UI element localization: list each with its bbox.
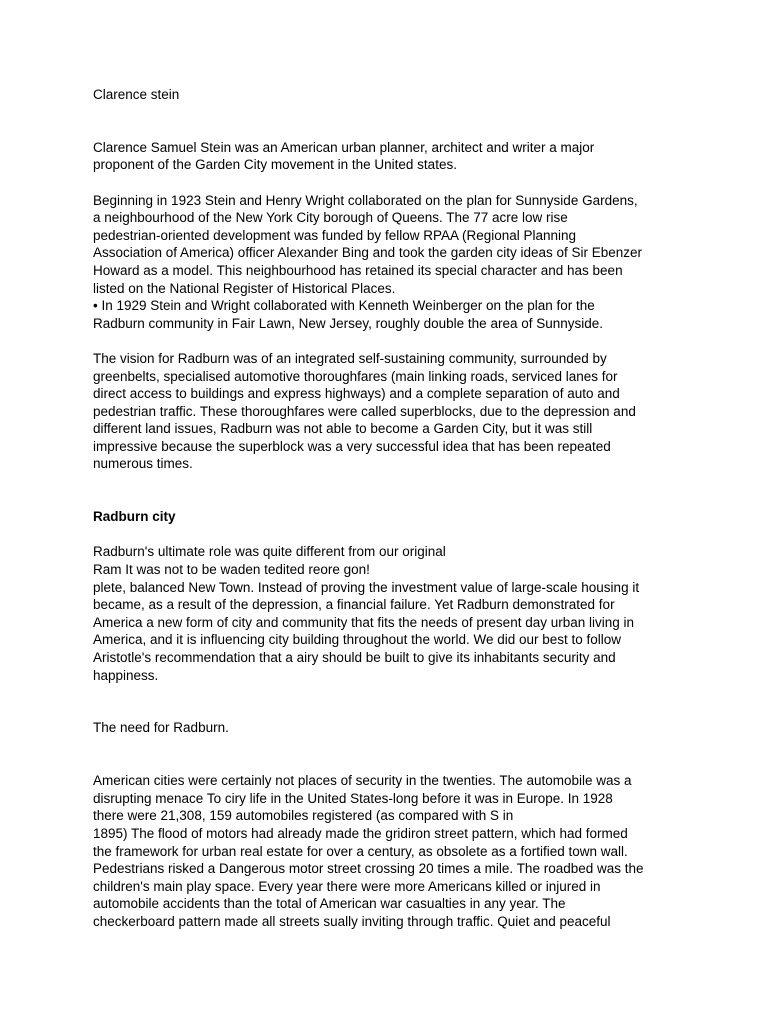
text-line: Aristotle's recommendation that a airy should be built to give its inhabitants security and xyxy=(93,650,616,665)
heading-radburn-city: Radburn city xyxy=(93,509,176,525)
text-line: there were 21,308, 159 automobiles registered (as compared with S in xyxy=(93,808,514,824)
text-line: Howard as a model. This neighbourhood has retained its special character and has been xyxy=(93,262,623,278)
text-line: plete, balanced New Town. Instead of proving the investment value of large-scale housing it xyxy=(93,579,640,595)
text-line: children's main play space. Every year there were more Americans killed or injured in xyxy=(93,878,601,894)
text-line: direct access to buildings and express highways) and a complete separation of auto and xyxy=(93,386,620,402)
heading-need-for-radburn: The need for Radburn. xyxy=(93,720,229,736)
text-line: automobile accidents than the total of American war casualties in any year. The xyxy=(93,896,566,912)
text-line: Ram It was not to be waden tedited reore gon! xyxy=(93,562,370,578)
paragraph-intro xyxy=(93,139,693,174)
text-line: Pedestrians risked a Dangerous motor street crossing 20 times a mile. The roadbed was the xyxy=(93,861,644,877)
text-line: pedestrian-oriented development was funded by fellow RPAA (Regional Planning xyxy=(93,227,577,243)
text-line: different land issues, Radburn was not able to become a Garden City, but it was still xyxy=(93,421,593,437)
text-line: impressive because the superblock was a very successful idea that has been repeated xyxy=(93,438,611,454)
text-line: numerous times. xyxy=(93,456,193,472)
text-line: became, as a result of the depression, a financial failure. Yet Radburn demonstrated for xyxy=(93,597,615,613)
text-line: Clarence Samuel Stein was an American urban planner, architect and writer a major xyxy=(93,139,595,155)
text-line: America, and it is influencing city building throughout the world. We did our best to follow xyxy=(93,632,622,648)
text-line: pedestrian traffic. These thoroughfares were called superblocks, due to the depression and xyxy=(93,403,636,419)
paragraph-sunnyside xyxy=(93,192,693,333)
document-page xyxy=(93,86,693,931)
paragraph-radburn-role xyxy=(93,543,693,684)
text-line: Radburn's ultimate role was quite different from our original xyxy=(93,544,446,560)
text-line: • In 1929 Stein and Wright collaborated with Kenneth Weinberger on the plan for the xyxy=(93,298,595,314)
text-line: American cities were certainly not places of security in the twenties. The automobile was a xyxy=(93,773,632,789)
text-line: disrupting menace To ciry life in the United States-long before it was in Europe. In 1928 xyxy=(93,790,613,806)
text-line: a neighbourhood of the New York City borough of Queens. The 77 acre low rise xyxy=(93,210,568,226)
text-line: Radburn community in Fair Lawn, New Jersey, roughly double the area of Sunnyside. xyxy=(93,315,604,331)
text-line: happiness. xyxy=(93,667,159,683)
text-line: the framework for urban real estate for over a century, as obsolete as a fortified town wall. xyxy=(93,843,628,859)
paragraph-radburn-vision xyxy=(93,350,693,473)
text-line: Association of America) officer Alexander Bing and took the garden city ideas of Sir Ebenzer xyxy=(93,245,643,261)
text-line: checkerboard pattern made all streets sually inviting through traffic. Quiet and peaceful xyxy=(93,913,611,929)
text-line: greenbelts, specialised automotive thoroughfares (main linking roads, serviced lanes for xyxy=(93,368,618,384)
text-line: listed on the National Register of Historical Places. xyxy=(93,280,396,296)
paragraph-american-cities xyxy=(93,772,693,930)
text-line: 1895) The flood of motors had already made the gridiron street pattern, which had formed xyxy=(93,825,628,841)
text-line: The vision for Radburn was of an integrated self-sustaining community, surrounded by xyxy=(93,350,607,366)
text-line: America a new form of city and community that fits the needs of present day urban living in xyxy=(93,614,635,630)
text-line: proponent of the Garden City movement in the United states. xyxy=(93,157,457,173)
text-line: Beginning in 1923 Stein and Henry Wright collaborated on the plan for Sunnyside Gardens, xyxy=(93,192,638,208)
document-title: Clarence stein xyxy=(93,87,180,102)
